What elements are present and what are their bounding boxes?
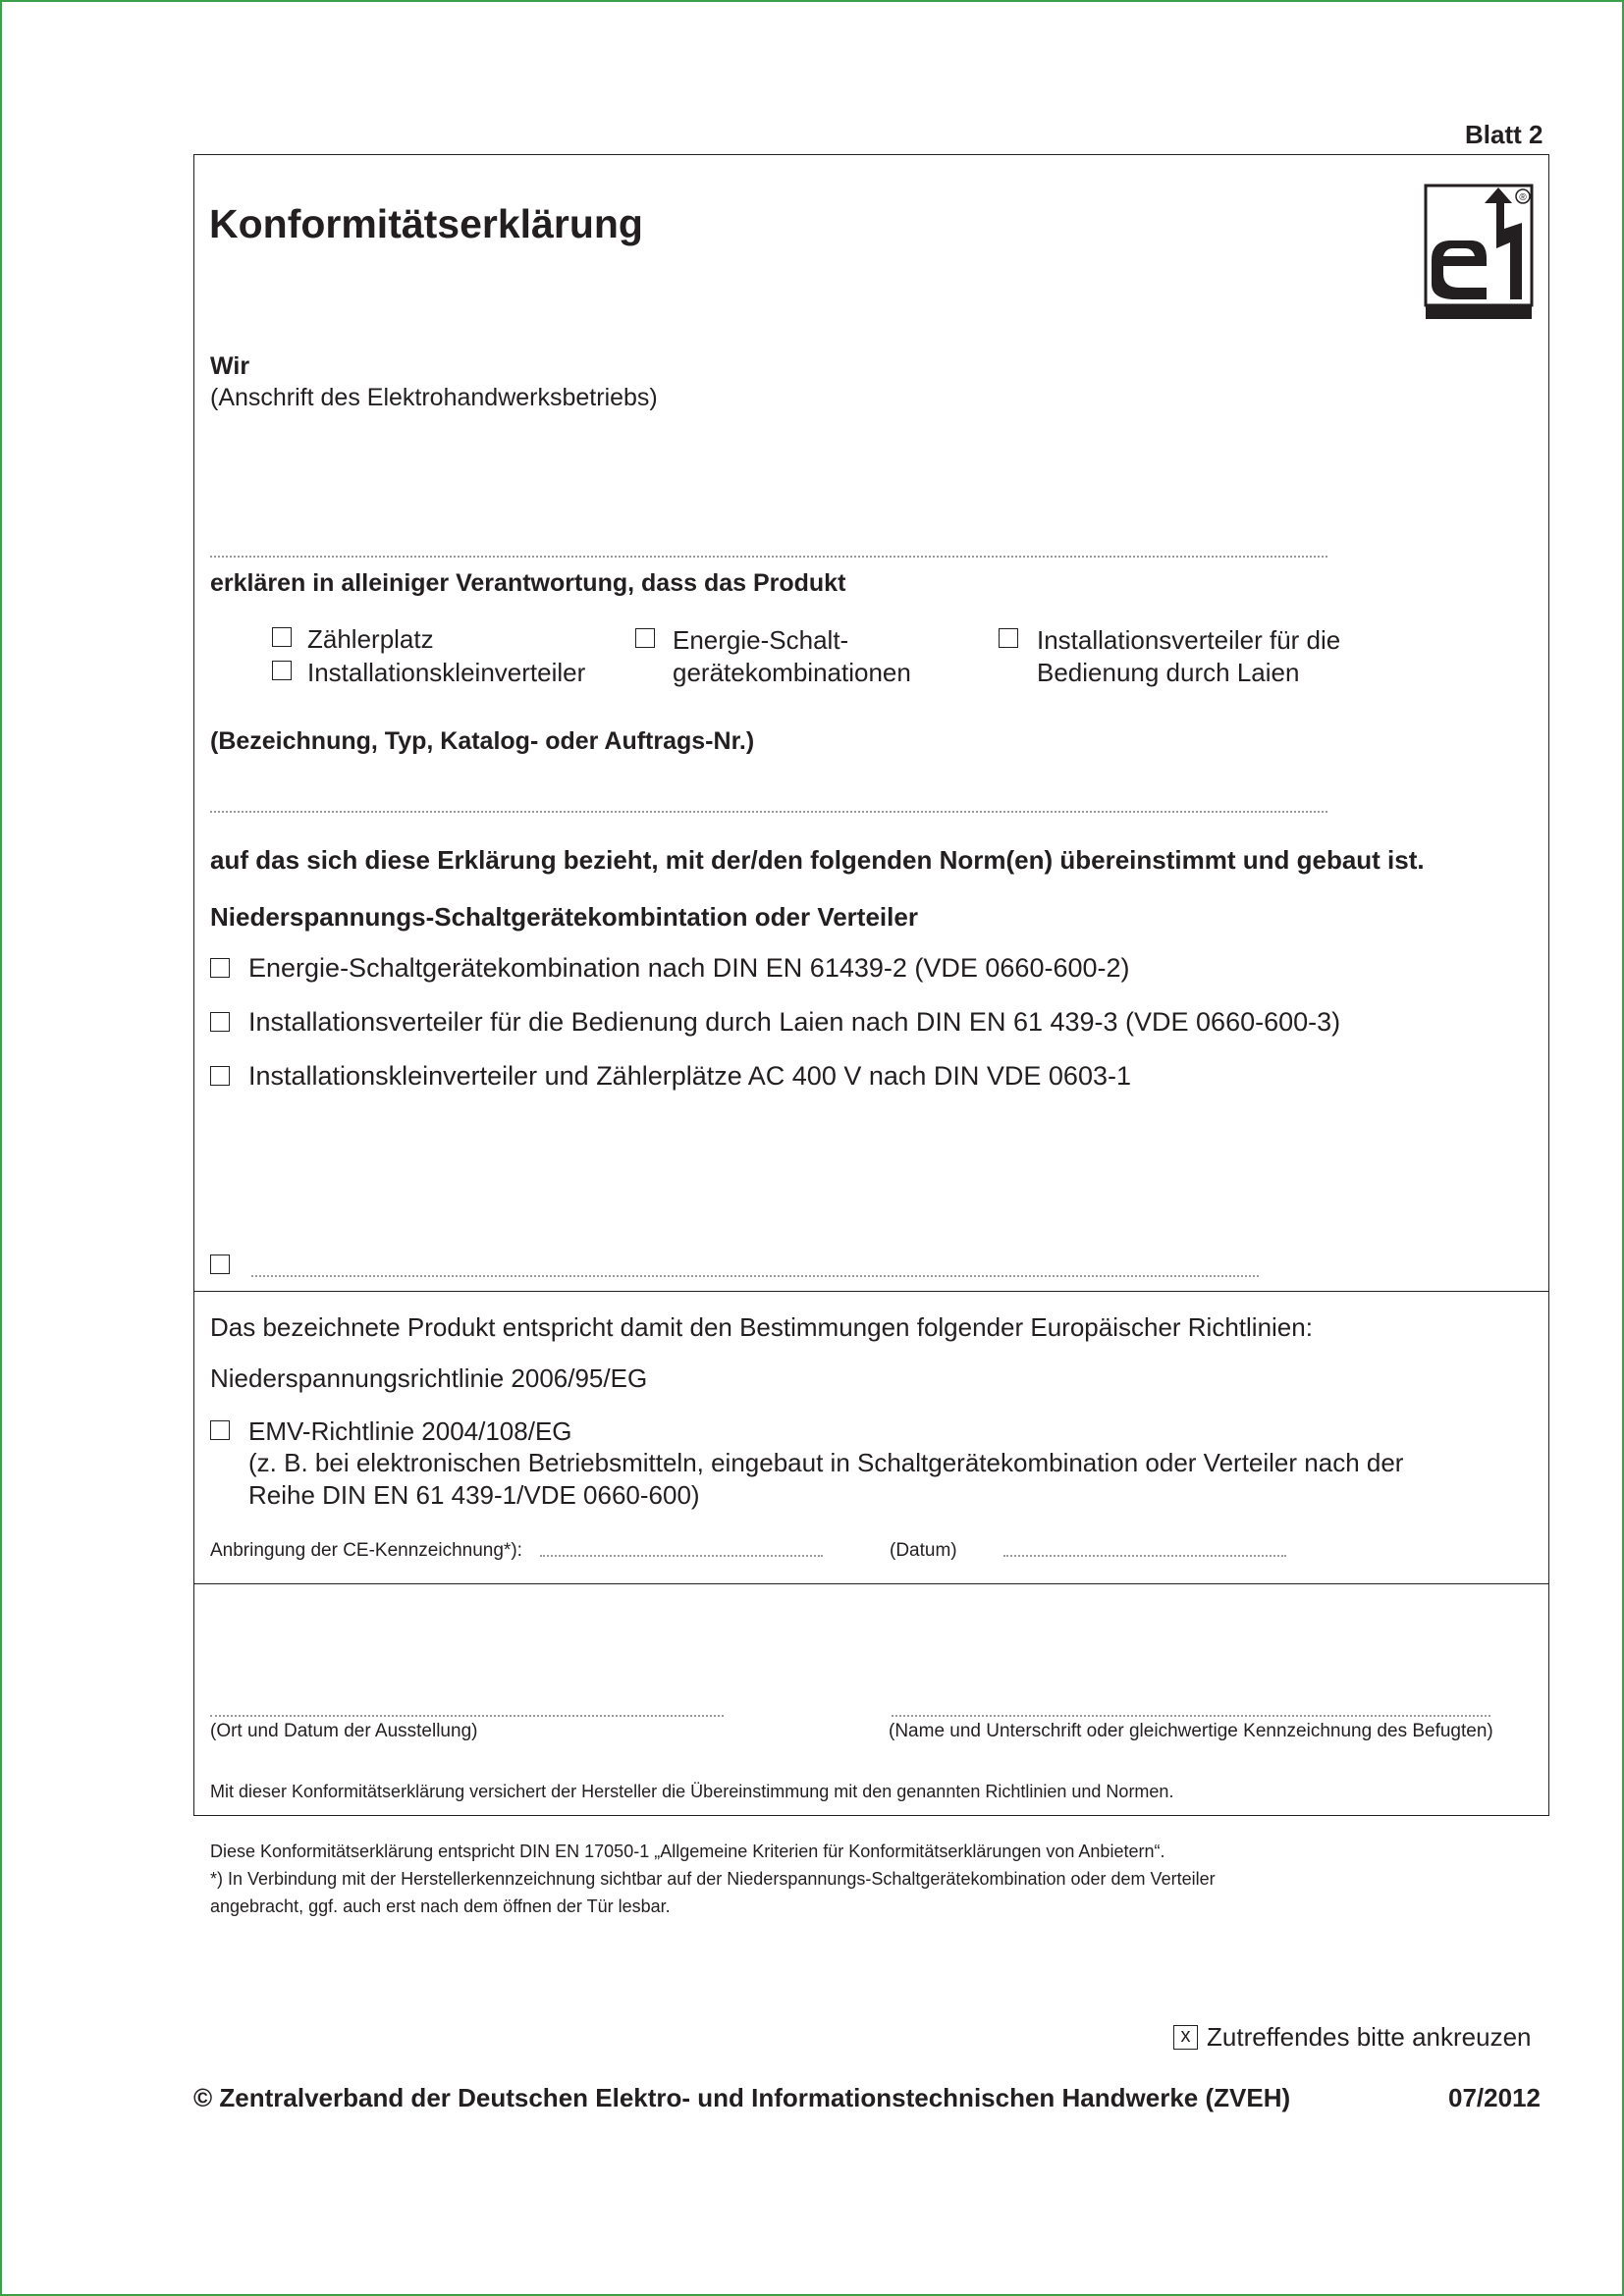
- directive-lvd: Niederspannungsrichtlinie 2006/95/EG: [210, 1363, 648, 1393]
- designation-label: (Bezeichnung, Typ, Katalog- oder Auftrags-Nr.): [210, 727, 755, 755]
- standard-0603-1: Installationskleinverteiler und Zählerplätze AC 400 V nach DIN VDE 0603-1: [248, 1061, 1131, 1091]
- ce-label: Anbringung der CE-Kennzeichnung*):: [210, 1540, 522, 1561]
- standard-61439-3: Installationsverteiler für die Bedienung durch Laien nach DIN EN 61 439-3 (VDE 0660-600-3): [248, 1007, 1341, 1037]
- option-energie-schalt-line2: gerätekombinationen: [673, 658, 911, 687]
- designation-field[interactable]: [210, 811, 1327, 813]
- footnote-line1: Diese Konformitätserklärung entspricht DIN EN 17050-1 „Allgemeine Kriterien für Konformitätserklärungen von Anbietern“.: [210, 1842, 1165, 1861]
- option-installationskleinverteiler: Installationskleinverteiler: [307, 658, 586, 687]
- legend-checked-box: x: [1173, 2025, 1198, 2050]
- we-label: Wir: [210, 352, 250, 380]
- section-divider: [193, 1291, 1549, 1292]
- standards-heading: Niederspannungs-Schaltgerätekombintation oder Verteiler: [210, 902, 918, 932]
- date-label: (Datum): [890, 1540, 957, 1561]
- checkbox-installationsverteiler-laien[interactable]: [999, 628, 1018, 648]
- directives-intro: Das bezeichnete Produkt entspricht damit den Bestimmungen folgender Europäischer Richtlinien:: [210, 1312, 1313, 1342]
- date-field[interactable]: [1003, 1555, 1286, 1557]
- svg-text:®: ®: [1519, 192, 1527, 203]
- sheet-label: Blatt 2: [1465, 120, 1543, 149]
- section-divider: [193, 1583, 1549, 1584]
- place-date-field[interactable]: [210, 1715, 724, 1717]
- emv-note-line1: (z. B. bei elektronischen Betriebsmitteln, eingebaut in Schaltgerätekombination oder Verteiler nach der: [248, 1448, 1404, 1477]
- directive-emv: EMV-Richtlinie 2004/108/EG: [248, 1416, 572, 1446]
- option-installationsverteiler-line1: Installationsverteiler für die: [1037, 625, 1341, 655]
- ce-field[interactable]: [540, 1555, 823, 1557]
- checkbox-standard-61439-2[interactable]: [210, 958, 230, 978]
- address-field[interactable]: [210, 556, 1327, 558]
- checkbox-other-standard[interactable]: [210, 1255, 230, 1274]
- checkbox-zaehlerplatz[interactable]: [272, 627, 292, 647]
- footer-copyright: © Zentralverband der Deutschen Elektro- und Informationstechnischen Handwerke (ZVEH): [193, 2083, 1291, 2112]
- checkbox-installationskleinverteiler[interactable]: [272, 661, 292, 680]
- signature-label: (Name und Unterschrift oder gleichwertige Kennzeichnung des Befugten): [889, 1721, 1493, 1741]
- conformity-sentence: auf das sich diese Erklärung bezieht, mit der/den folgenden Norm(en) übereinstimmt und gebaut ist.: [210, 845, 1425, 875]
- declare-sentence: erklären in alleiniger Verantwortung, dass das Produkt: [210, 569, 846, 597]
- checkbox-emv[interactable]: [210, 1420, 230, 1440]
- checkbox-standard-0603-1[interactable]: [210, 1066, 230, 1086]
- footnote-line2: *) In Verbindung mit der Herstellerkennzeichnung sichtbar auf der Niederspannungs-Schaltgerätekombination oder dem Verteiler: [210, 1869, 1216, 1889]
- address-hint: (Anschrift des Elektrohandwerksbetriebs): [210, 384, 658, 411]
- page-title: Konformitätserklärung: [209, 201, 643, 246]
- other-standard-field[interactable]: [251, 1275, 1259, 1277]
- standard-61439-2: Energie-Schaltgerätekombination nach DIN EN 61439-2 (VDE 0660-600-2): [248, 953, 1130, 983]
- footer-date: 07/2012: [1448, 2083, 1541, 2112]
- assurance-text: Mit dieser Konformitätserklärung versichert der Hersteller die Übereinstimmung mit den genannten Richtlinien und Normen.: [210, 1782, 1174, 1801]
- option-installationsverteiler-line2: Bedienung durch Laien: [1037, 658, 1300, 687]
- option-zaehlerplatz: Zählerplatz: [307, 624, 434, 654]
- legend-text: Zutreffendes bitte ankreuzen: [1207, 2022, 1532, 2052]
- option-energie-schalt-line1: Energie-Schalt-: [673, 625, 849, 655]
- signature-field[interactable]: [892, 1715, 1490, 1717]
- checkbox-standard-61439-3[interactable]: [210, 1012, 230, 1032]
- emv-note-line2: Reihe DIN EN 61 439-1/VDE 0660-600): [248, 1480, 700, 1510]
- e-marke-logo: [1424, 184, 1534, 321]
- checkbox-energie-schalt[interactable]: [635, 628, 655, 648]
- place-date-label: (Ort und Datum der Ausstellung): [210, 1721, 478, 1741]
- footnote-line3: angebracht, ggf. auch erst nach dem öffnen der Tür lesbar.: [210, 1896, 671, 1916]
